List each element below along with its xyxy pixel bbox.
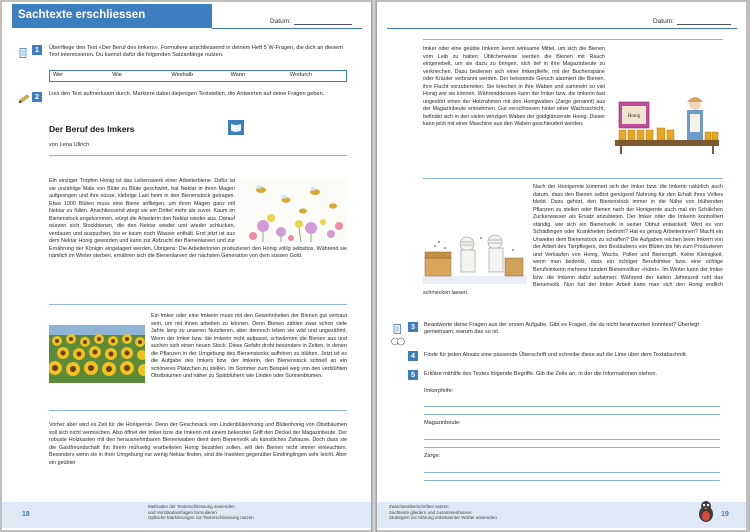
article-author: von Lena Ullrich	[49, 142, 90, 148]
task-2-number: 2	[32, 92, 42, 102]
footer-line: Methoden der Texterschliessung anwenden	[148, 504, 235, 509]
footer-text	[148, 504, 254, 521]
heading-line-1[interactable]	[49, 155, 347, 156]
right-page	[377, 2, 746, 530]
answer-line[interactable]	[424, 480, 720, 481]
footer-text	[389, 504, 497, 521]
date-label: Datum:	[653, 18, 674, 25]
pencil-icon	[18, 91, 30, 101]
book-icon	[228, 120, 244, 135]
paragraph-1-text: Ein einziger Tropfen Honig ist das Lebenswerk einer Arbeiterbiene. Dafür ist sie unzählige Male von Blüte zu Blüte geschwirrt, hat Nektar in ihren Magen aufgesogen und ihre süsse, klebrige Last heim in den Bienenstock getragen. Etwa 1000 Blüten muss eine Biene anfliegen, um ihren Magen ganz mit Nektar zu füllen. Anschliessend wiegt sie ein Drittel mehr als zuvor. Kaum im Bienenstock angekommen, würgt die Arbeiterin den Nektar wieder aus. Darauf würzen sich Stockbienen, die den Nektar wieder und wieder schlucken, verdauen und auspuchen, bis er kaum noch Wasser enthält. Erst jetzt ist aus dem Nektar Honig geworden und kann zur Aufzucht der Bienenlarven und zur Ernährung der Königin eingelagert werden. Übrigens: Die Arbeiterinnen produzieren den Honig völlig selbstlos. Während sie nämlich im Winter sterben, ernähren sich die Bienenlarven der nächsten Generation von dem süssen Gold.	[49, 178, 347, 260]
footer-line: und Verständnisfragen formulieren	[148, 509, 217, 515]
task-4-number: 4	[408, 351, 418, 361]
heading-line-3[interactable]	[49, 410, 347, 411]
paragraph-4-text: Imker oder eine geübte Imkerin kennt wirksame Mittel, um sich die Bienen vom Leib zu halten: Üblicherweise werden die Bienen mit Rauch eingenebelt, um sie dazu zu bringen, sich tief in ihre Magazinbeute zu verkriechen. Dazu bedienen sich einer Imkerpfeife, mit der Buchenspäne oder Kräuter verbrannt werden. Der beissende Geruch alarmiert die Bienen, ihre Flucht vorzubereiten. Sie kriechen in ihre Waben und sammeln so viel Honig wie sie können. Währenddessen kann der Imker bzw. die Imkerin fast ungestört einen der Holzrahmen mit den Honigwaben (Zarge genannt) aus der Magazinbeute entnehmen. Gut verschlossen hinter einer Wachsschicht, befindet sich in den vielen winzigen Waben der goldglänzende Honig. Dieser kann jetzt mit einer Maschine aus den Waben geschleudert werden.	[423, 46, 605, 128]
date-line[interactable]	[294, 24, 352, 25]
task-3-text: Beantworte deine Fragen aus der ersten Aufgabe. Gibt es Fragen, die du nicht beantworten konntest? Überlegt gemeinsam, warum das so ist.	[424, 322, 699, 336]
sunflower-field-image	[49, 325, 145, 383]
heading-line-2[interactable]	[49, 304, 347, 305]
task-5-number: 5	[408, 370, 418, 380]
notebook-icon	[19, 45, 27, 55]
task-2-text: Lies den Text aufmerksam durch. Markiere dabei diejenigen Textstellen, die Antworten auf deine Fragen geben.	[49, 91, 325, 97]
answer-line[interactable]	[424, 439, 720, 440]
paragraph-3	[49, 422, 347, 484]
starter-word: Wie	[112, 72, 122, 78]
partner-discussion-icon	[391, 333, 405, 342]
paragraph-2	[49, 313, 347, 399]
footer-line: Zwischenüberschriften setzen	[389, 504, 449, 509]
starter-word: Wer	[53, 72, 64, 78]
footer-line: Strategien zur Klärung unbekannter Wörter anwenden	[389, 515, 497, 521]
bees-flowers-image	[241, 178, 347, 242]
page-number: 19	[721, 511, 729, 518]
header-rule	[387, 28, 737, 29]
task-1-text: Überfliege den Text «Der Beruf des Imkers». Formuliere anschliessend in deinem Heft 5 W-Fragen, die dich an diesem Text interessieren. Du kannst dafür die folgenden Satzanfänge nutzen.	[49, 45, 343, 59]
footer-line: Optische Markierungen zur Texterschliessung nutzen	[148, 515, 254, 521]
term-imkerpfeife: Imkerpfeife:	[424, 388, 454, 394]
chapter-title-bar	[12, 4, 212, 28]
beekeeper-image	[423, 232, 527, 284]
honey-crate-label: Honig	[627, 114, 641, 119]
footer-line: Sachtexte gliedern und zusammenfassen	[389, 509, 472, 515]
starter-word: Wodurch	[289, 72, 313, 78]
answer-line[interactable]	[424, 472, 720, 473]
task-1-number: 1	[32, 45, 42, 55]
paragraph-1	[49, 178, 347, 296]
date-label: Datum:	[270, 18, 291, 25]
task-4-text: Finde für jeden Absatz eine passende Überschrift und schreibe diese auf die Linie über dem Textabschnitt.	[424, 352, 688, 358]
paragraph-3-text: Vorher aber wird es Zeit für die Honigernte. Denn der Geschmack von Lindenblütenhonig und Blütenhonig von Obstbäumen soll sich nicht vermischen. Also öffnet der Imker bzw. die Imkerin mit einem bekerzten Griff den Deckel der Magazinbeute. Der robuste Holzkasten mit den herausnehmbaren Bienenwaben dient dem Bienenvolk als künstliches Zuhause. Doch dass sie die Gastfreundschaft ihn ihrem mühselig erarbeiteten Honig bezahlen sollen, will den Bienen nicht immer einleuchten. Besonders wenn sie in ihrer Umgebung nur wenig Nektar finden, sind die Insekten gegenüber Eindringlingen sehr leicht. Aber ein geübter	[49, 422, 347, 466]
task-3-number: 3	[408, 322, 418, 332]
mascot-icon	[695, 499, 717, 523]
paragraph-2-text: Ein Imker oder eine Imkerin muss mit den Gewohnheiten der Bienen gut vertraut sein, um mit ihnen arbeiten zu können. Denn Bienen zählen zwar schon viele Jahre lang zu unseren Nutztieren, aber dennoch leben sie wild und ungezähmt. Wenn der Imker bzw. die Imkerin nicht aufpasst, schwärmen die Bienen aus und suchen sich einen neuen Stock. Diese Gefahr droht besonders in Zeiten, in denen die Pflanzen in der Umgebung des Bienenstocks aufhören zu blühen. Jetzt ist es die Aufgabe des Imkers bzw. der Imkerin, den Bienenstock schnell an ein schöneres Plätzchen zu stellen. Im Sommer zum Beispiel weg von den verblühten Obstbäumen und näher zu Spätblühern wie Linden oder Sonnenblumen.	[151, 313, 347, 380]
term-zarge: Zarge:	[424, 453, 441, 459]
notebook-icon	[393, 321, 402, 331]
answer-line[interactable]	[424, 414, 720, 415]
answer-line[interactable]	[424, 406, 720, 407]
chapter-title: Sachtexte erschliessen	[18, 9, 146, 21]
article-title: Der Beruf des Imkers	[49, 124, 135, 134]
task-5-text: Erkläre mithilfe des Textes folgende Begriffe. Gib die Zeile an, in der die Informationen stehen.	[424, 371, 657, 377]
heading-line-4[interactable]	[423, 39, 723, 40]
heading-line-5[interactable]	[423, 178, 723, 179]
term-magazinbeute: Magazinbeute:	[424, 420, 461, 426]
starter-word: Weshalb	[171, 72, 194, 78]
honey-market-image	[611, 92, 723, 154]
paragraph-4	[423, 46, 723, 166]
left-page	[2, 2, 371, 530]
header-rule	[212, 28, 362, 29]
paragraph-5	[423, 184, 723, 304]
starter-word: Wann	[230, 72, 246, 78]
page-number: 18	[22, 511, 30, 518]
answer-line[interactable]	[424, 447, 720, 448]
sentence-starters-box	[49, 70, 347, 82]
date-line[interactable]	[677, 24, 731, 25]
paragraph-5-text: Nach der Honigernte kümmert sich der Imker bzw. die Imkerin natürlich auch darum, dass den Bienen selbst genügend Nahrung für den Erhalt ihres Volkes bleibt. Dazu gehört, den Bienenstock immer in die Nähe von blühenden Pflanzen zu stellen oder Bienen nach der Honigernte auch mal ein Schälchen Zuckerwasser als Ersatz anzubieten. Der Imker oder die Imkerin kontrolliert ständig, wie sich ein Bienenvolk in seiner Obhut entwickelt: Wird es von Schädlingen oder Krankheiten bedroht? Hat es genug Arbeiterinnen? Macht ein Unwetter dem Bienenstock zu schaffen? Die Aufgaben reichen beim Imkern von der Arbeit des Tierpflegers, des Bestäubens von Blüten bis hin zum Produzieren und Verkaufen von Honig, Wachs, Pollen und Bienengift. Keine Kleinigkeit, wenn man bedenkt, dass ein richtiger Berufsimker bzw. eine richtige Berufsimkerin mehrere hundert Bienenvölker «hütet». Im Winter kann der Imker bzw. die Imkerin dafür aufatmen: Während der kalten Jahreszeit ruht das Bienenvolk. Nun hat der Imker Arbeit kann man sich den Honig endlich schmecken lassen.	[423, 184, 723, 296]
